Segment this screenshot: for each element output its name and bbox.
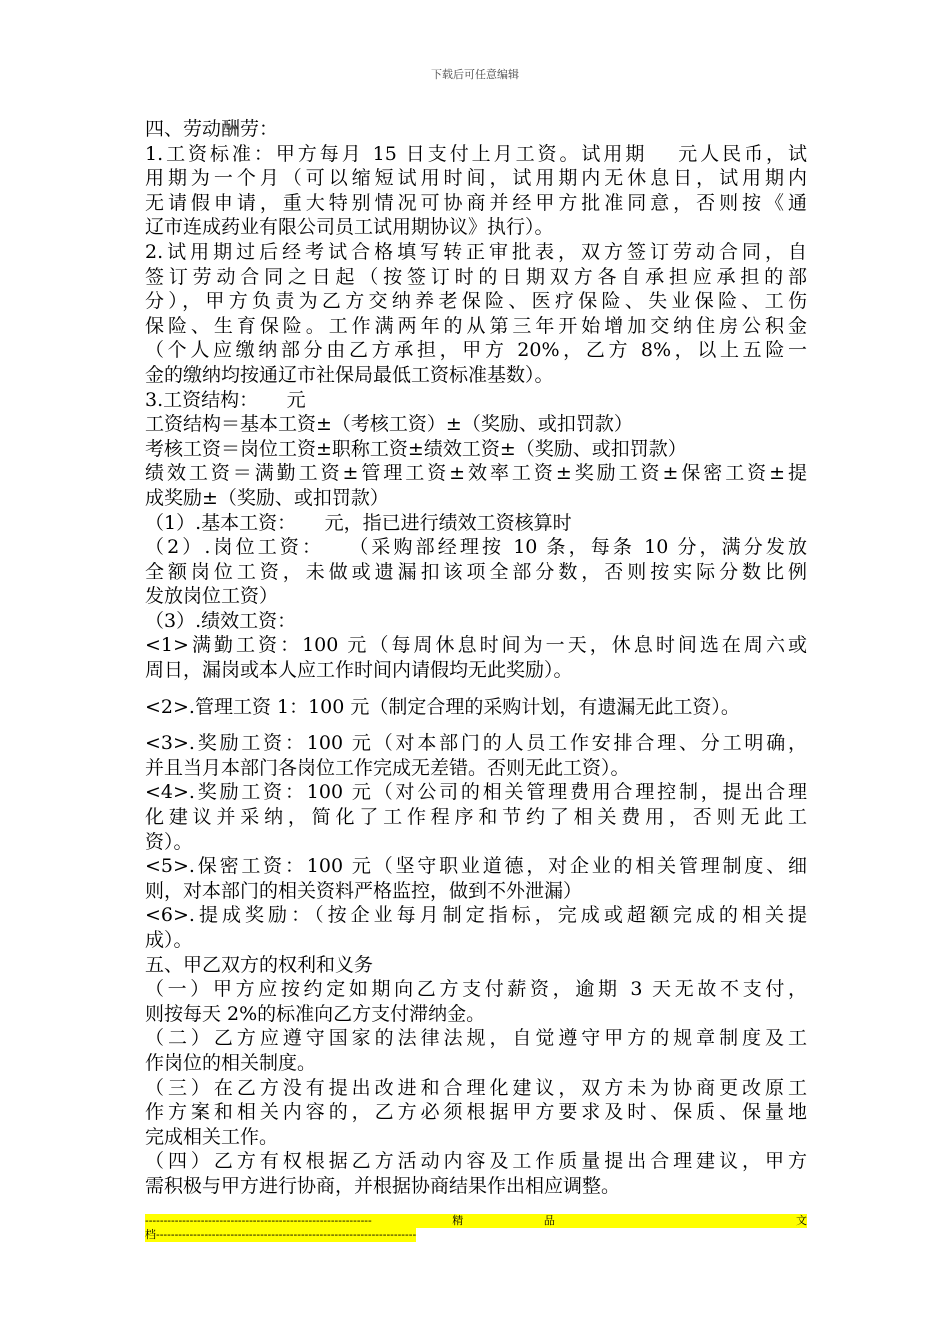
footer-char-2: 品 xyxy=(543,1214,555,1227)
footer-dashes: ------------------------------------------------------------- xyxy=(145,1214,372,1227)
text-line: 则按每天 2%的标准向乙方支付滞纳金。 xyxy=(145,1002,486,1025)
footer-dashes-bottom: ---------------------------------------------------------------------- xyxy=(156,1228,417,1241)
text-line: （三）在乙方没有提出改进和合理化建议，双方未为协商更改原工 xyxy=(145,1076,807,1099)
text-line: <3>.奖励工资：100 元（对本部门的人员工作安排合理、分工明确， xyxy=(145,732,807,755)
text-line: 并且当月本部门各岗位工作完成无差错。否则无此工资）。 xyxy=(145,756,630,779)
text-line: <2>.管理工资 1：100 元（制定合理的采购计划，有遗漏无此工资）。 xyxy=(145,695,740,718)
text-line: （2）.岗位工资： （采购部经理按 10 条，每条 10 分，满分发放 xyxy=(145,536,807,559)
text-line: 作岗位的相关制度。 xyxy=(145,1051,317,1074)
text-line: （一）甲方应按约定如期向乙方支付薪资，逾期 3 天无故不支付， xyxy=(145,978,807,1001)
text-line: 成奖励±（奖励、或扣罚款） xyxy=(145,486,389,509)
text-line: 保险、生育保险。工作满两年的从第三年开始增加交纳住房公积金 xyxy=(145,314,807,337)
text-line: 分），甲方负责为乙方交纳养老保险、医疗保险、失业保险、工伤 xyxy=(145,290,807,313)
text-line: 1.工资标准：甲方每月 15 日支付上月工资。试用期 元人民币，试 xyxy=(145,142,807,165)
text-line: （1）.基本工资： 元，指已进行绩效工资核算时 xyxy=(145,511,572,534)
text-line: 金的缴纳均按通辽市社保局最低工资标准基数）。 xyxy=(145,363,554,386)
text-line: <6>.提成奖励：（按企业每月制定指标，完成或超额完成的相关提 xyxy=(145,904,807,927)
text-line: 周日，漏岗或本人应工作时间内请假均无此奖励）。 xyxy=(145,659,573,682)
text-line: 则，对本部门的相关资料严格监控，做到不外泄漏） xyxy=(145,879,583,902)
footer-watermark-row-2 xyxy=(145,1228,416,1242)
text-line: 需积极与甲方进行协商，并根据协商结果作出相应调整。 xyxy=(145,1174,621,1197)
text-line: 资）。 xyxy=(145,830,193,853)
text-line: 完成相关工作。 xyxy=(145,1125,279,1148)
text-line: 3.工资结构： 元 xyxy=(145,388,306,411)
document-body xyxy=(145,117,807,1199)
text-line: （3）.绩效工资： xyxy=(145,609,297,632)
text-line: （个人应缴纳部分由乙方承担，甲方 20%，乙方 8%，以上五险一 xyxy=(145,339,807,362)
page-footer xyxy=(145,1214,807,1242)
text-line: 五、甲乙双方的权利和义务 xyxy=(145,953,374,976)
text-line: 用期为一个月（可以缩短试用时间，试用期内无休息日，试用期内 xyxy=(145,167,807,190)
footer-spacer xyxy=(635,1214,715,1228)
text-line: 全额岗位工资，未做或遗漏扣该项全部分数，否则按实际分数比例 xyxy=(145,560,807,583)
text-line: 化建议并采纳，简化了工作程序和节约了相关费用，否则无此工 xyxy=(145,806,807,829)
text-line: 签订劳动合同之日起（按签订时的日期双方各自承担应承担的部 xyxy=(145,265,807,288)
text-line: 发放岗位工资） xyxy=(145,585,279,608)
text-line: <5>.保密工资：100 元（坚守职业道德，对企业的相关管理制度、细 xyxy=(145,855,807,878)
text-line: 成）。 xyxy=(145,929,193,951)
text-line: 2.试用期过后经考试合格填写转正审批表，双方签订劳动合同，自 xyxy=(145,240,807,263)
text-line: <1>满勤工资：100 元（每周休息时间为一天，休息时间选在周六或 xyxy=(145,634,807,657)
text-line: 无请假申请，重大特别情况可协商并经甲方批准同意，否则按《通 xyxy=(145,191,807,214)
text-line: 作方案和相关内容的，乙方必须根据甲方要求及时、保质、保量地 xyxy=(145,1101,807,1124)
text-line: 绩效工资＝满勤工资±管理工资±效率工资±奖励工资±保密工资±提 xyxy=(145,462,807,485)
page-header: 下载后可任意编辑 xyxy=(431,68,519,81)
footer-char-1: 精 xyxy=(452,1214,464,1227)
text-line: 辽市连成药业有限公司员工试用期协议》执行）。 xyxy=(145,216,554,239)
text-line: 考核工资＝岗位工资±职称工资±绩效工资±（奖励、或扣罚款） xyxy=(145,437,687,460)
text-line: 四、劳动酬劳： xyxy=(145,118,279,140)
footer-watermark-row xyxy=(145,1214,807,1228)
text-line: （四）乙方有权根据乙方活动内容及工作质量提出合理建议，甲方 xyxy=(145,1150,807,1173)
text-line: 工资结构＝基本工资±（考核工资）±（奖励、或扣罚款） xyxy=(145,413,633,436)
footer-char-3: 文 xyxy=(795,1214,807,1227)
footer-char-4: 档 xyxy=(145,1228,156,1241)
text-line: （二）乙方应遵守国家的法律法规，自觉遵守甲方的规章制度及工 xyxy=(145,1027,807,1050)
text-line: <4>.奖励工资：100 元（对公司的相关管理费用合理控制，提出合理 xyxy=(145,781,807,804)
